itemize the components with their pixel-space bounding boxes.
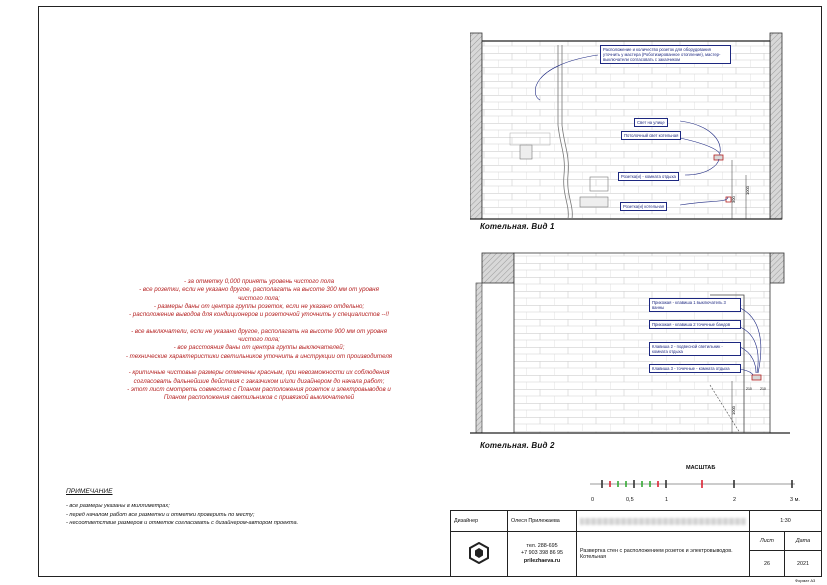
view1-label-outdoor-light: Свет на улице [634, 118, 668, 127]
red-note-line: - размеры даны от центра группы розеток, если не указано отдельно; [153, 302, 365, 310]
dim-1000-v2: 1000 [731, 406, 736, 415]
scale-value: 1:30 [750, 511, 822, 532]
paper-format: Формат А3 [795, 578, 816, 583]
view1-label-equipment: Расположение и количество розеток для оборудования уточнить у мастера (Роботизированное отопление), мастер-выключатели согласовать с заказчиком [600, 45, 731, 64]
view2-label-key1: Прихожая - клавиша 1 выключатель 3 ванны [649, 298, 741, 312]
view1-label-ceiling-light: Потолочный свет котельная [621, 131, 681, 140]
designer-name: Олеся Прилежаева [508, 511, 577, 532]
note-line: - все размеры указаны в миллиметрах; [66, 503, 170, 509]
scale-tick-3: 3 м. [790, 497, 800, 503]
red-note-line: чистого пола; [238, 294, 280, 302]
view2-title: Котельная. Вид 2 [480, 441, 555, 450]
red-note-line: - технические характеристики светильников уточнить в инструкции от производителя [125, 352, 393, 360]
view-2-elevation [470, 253, 790, 433]
view2-label-pendant: Клавиша 2 - подвесной светильник - комната отдыха [649, 342, 741, 356]
red-note-line: - за отметку 0,000 принять уровень чистого пола [183, 278, 335, 285]
notes-list [66, 502, 298, 528]
website: prilezhaeva.ru [523, 557, 561, 564]
contacts [508, 532, 577, 577]
year: 2021 [785, 551, 822, 577]
red-note-line [104, 319, 414, 327]
red-note-line: чистого пола; [238, 336, 280, 344]
title-block [450, 510, 822, 577]
sheet-number: 26 [750, 551, 785, 577]
logo-mark-icon [468, 542, 490, 564]
view1-label-boiler-sockets: Розетка(и) котельная [620, 202, 667, 211]
dim-1000: 1000 [745, 186, 750, 195]
red-notes-block [104, 278, 414, 402]
scale-tick-2: 2 [733, 497, 737, 503]
red-note-line: - расположение выводов для кондиционеров и розеточной уточнить у специалистов --!! [128, 311, 390, 319]
phone-1: тел. 288-695 [526, 542, 558, 549]
dim-210-a: 210 [746, 387, 752, 391]
red-note-line: - все розетки, если не указано другое, располагать на высоте 300 мм от уровня [139, 286, 379, 294]
note-line: - перед началом работ все разметки и отметки проверить по месту; [66, 511, 255, 518]
dim-300: 300 [731, 196, 736, 203]
date-label: Дата [785, 532, 822, 551]
red-note-line: - этот лист смотреть совместно с Планом расположения розеток и электровыводов и [127, 385, 391, 393]
red-note-line: - критичные чистовые размеры отмечены красным, при невозможности их соблюдения [128, 369, 390, 377]
view1-title: Котельная. Вид 1 [480, 222, 555, 231]
scale-title: МАСШТАБ [686, 465, 716, 471]
sheet-label: Лист [750, 532, 785, 551]
red-note-line [104, 361, 414, 369]
scale-tick-05: 0,5 [626, 497, 634, 503]
scale-tick-1: 1 [665, 497, 669, 503]
red-note-line: согласовать дальнейшие действия с заказчиком и/или дизайнером до начала работ; [133, 377, 385, 385]
project-name-redacted [577, 511, 750, 532]
note-line: - несоответствие размеров и отметок согласовать с дизайнером-автором проекта. [66, 520, 299, 527]
phone-2: +7 903 398 86 95 [520, 550, 564, 557]
sheet-title: Развертка стен с расположением розеток и электровыводов. Котельная [577, 532, 750, 577]
view1-label-rest-room-sockets: Розетка(и) - комната отдыха [618, 172, 679, 181]
red-note-line: - все выключатели, если не указано другое, располагать на высоте 900 мм от уровня [131, 327, 387, 335]
dim-210-b: 210 [760, 387, 766, 391]
elevation-drawings [470, 25, 815, 455]
view2-label-key2: Прихожая - клавиша 2 точечные бандов [649, 320, 741, 329]
designer-label: Дизайнер [451, 511, 508, 532]
scale-tick-0: 0 [591, 497, 595, 503]
red-note-line: - все расстояния даны от центра группы выключателей; [173, 344, 345, 352]
notes-title: ПРИМЕЧАНИЕ [66, 488, 113, 495]
scale-bar [590, 476, 800, 492]
view2-label-spots: Клавиша 3 - точечные - комната отдыха [649, 364, 741, 373]
red-note-line: Планом расположения светильников с привязкой выключателей [163, 394, 355, 402]
logo [451, 532, 508, 577]
